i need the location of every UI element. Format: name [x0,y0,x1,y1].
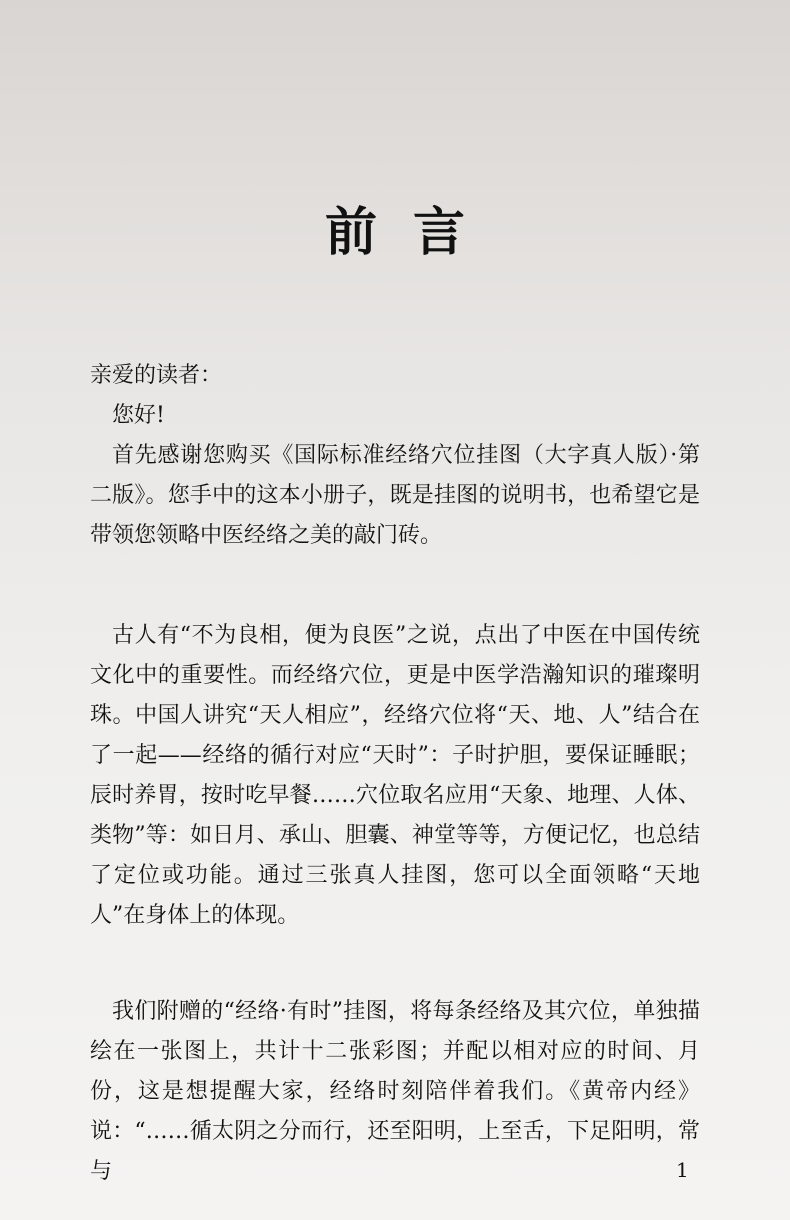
paragraph-gap [90,556,700,616]
page-number: 1 [676,1158,689,1182]
salutation: 亲爱的读者： [90,363,223,388]
page-title: 前言 [324,203,501,263]
paragraph-1: 首先感谢您购买《国际标准经络穴位挂图（大字真人版）·第二版》。您手中的这本小册子，既是挂图的说明书，也希望它是带领您领略中医经络之美的敲门砖。 [90,443,700,548]
paragraph-3: 我们附赠的“经络·有时”挂图，将每条经络及其穴位，单独描绘在一张图上，共计十二张彩图；并配以相对应的时间、月份，这是想提醒大家，经络时刻陪伴着我们。《黄帝内经》说：“……循太阴之分而行，还至阳明，上至舌，下足阳明，常与 [90,999,700,1184]
greeting: 您好! [112,403,165,428]
document-body [90,356,700,1192]
paragraph-gap [90,936,700,992]
paragraph-2: 古人有“不为良相，便为良医”之说，点出了中医在中国传统文化中的重要性。而经络穴位，更是中医学浩瀚知识的璀璨明珠。中国人讲究“天人相应”，经络穴位将“天、地、人”结合在了一起——经络的循行对应“天时”：子时护胆，要保证睡眠；辰时养胃，按时吃早餐……穴位取名应用“天象、地理、人体、类物”等：如日月、承山、胆囊、神堂等等，方便记忆，也总结了定位或功能。通过三张真人挂图，您可以全面领略“天地人”在身体上的体现。 [90,623,700,928]
